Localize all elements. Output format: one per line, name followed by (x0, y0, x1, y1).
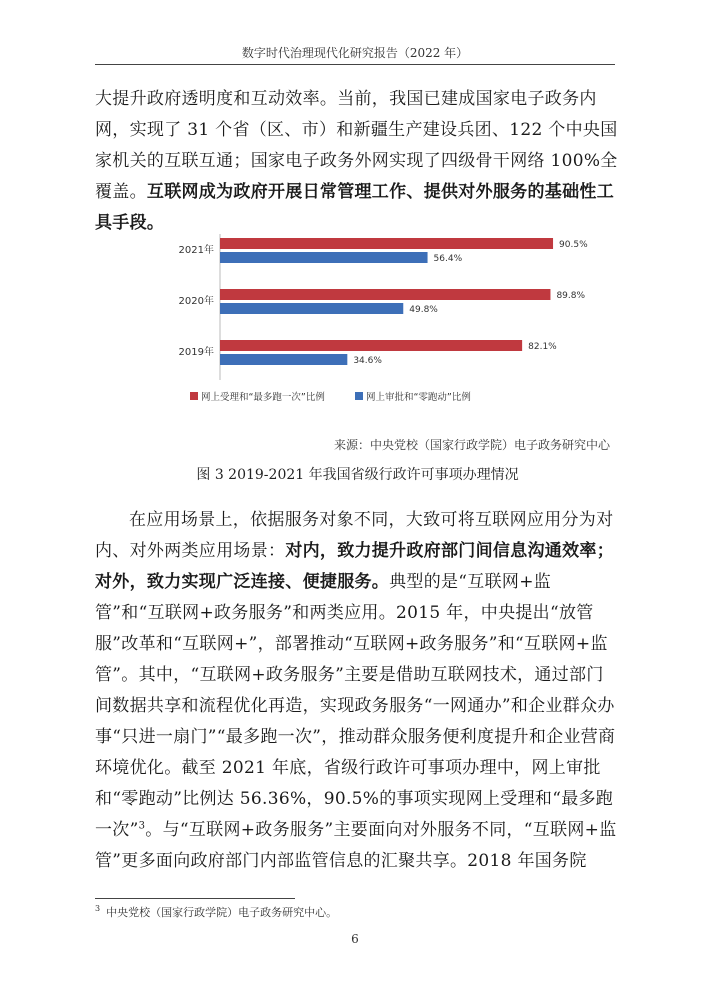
legend-swatch (355, 392, 363, 400)
bar-online-acceptance (220, 340, 522, 351)
paragraph-2-bold: 对内，致力提升政府部门间信息沟通效率；对外，致力实现广泛连接、便捷服务。 (95, 541, 615, 592)
category-label: 2021年 (178, 245, 214, 256)
bar-value-label: 82.1% (528, 342, 557, 352)
footnote-divider (95, 898, 295, 899)
footnote-ref: 3 (138, 820, 146, 832)
bar-online-approval (220, 354, 347, 365)
legend-label: 网上审批和“零跑动”比例 (366, 392, 471, 403)
footnote-text: 中央党校（国家行政学院）电子政务研究中心。 (106, 906, 338, 919)
page-number: 6 (351, 932, 359, 946)
legend-swatch (190, 392, 198, 400)
footnote (95, 904, 337, 920)
bar-value-label: 89.8% (556, 291, 586, 301)
legend-label: 网上受理和“最多跑一次”比例 (201, 392, 325, 403)
page-header: 数字时代治理现代化研究报告（2022 年） (241, 46, 469, 60)
paragraph-2 (95, 505, 620, 877)
bar-online-approval (220, 303, 403, 314)
category-label: 2020年 (178, 296, 214, 307)
header-divider (95, 64, 615, 65)
bar-value-label: 49.8% (409, 305, 438, 315)
bar-value-label: 56.4% (433, 254, 463, 264)
footnote-mark: 3 (95, 904, 101, 914)
bar-online-approval (220, 252, 428, 263)
bar-value-label: 34.6% (353, 356, 382, 366)
bar-online-acceptance (220, 289, 550, 300)
paragraph-1-text: 大提升政府透明度和互动效率。当前，我国已建成国家电子政务内网，实现了 31 个省（区、市）和新疆生产建设兵团、122 个中央国家机关的互联互通；国家电子政务外网实现了四级骨干网络 100%全覆盖。 (95, 89, 618, 202)
bar-chart (160, 230, 588, 420)
figure-caption: 图 3 2019-2021 年我国省级行政许可事项办理情况 (196, 467, 519, 483)
paragraph-1 (95, 84, 620, 239)
figure-source: 来源：中央党校（国家行政学院）电子政务研究中心 (333, 438, 610, 452)
category-label: 2019年 (178, 347, 214, 358)
paragraph-1-bold: 互联网成为政府开展日常管理工作、提供对外服务的基础性工具手段。 (95, 182, 615, 233)
paragraph-2-text: 在应用场景上，依据服务对象不同，大致可将互联网应用分为对内、对外两类应用场景： (95, 510, 614, 561)
bar-online-acceptance (220, 238, 553, 249)
paragraph-2-text-end: 。与“互联网+政务服务”主要面向对外服务不同，“互联网+监管”更多面向政府部门内部监管信息的汇聚共享。2018 年国务院 (95, 820, 617, 871)
bar-value-label: 90.5% (559, 240, 588, 250)
paragraph-2-text-cont: 典型的是“互联网+监管”和“互联网+政务服务”和两类应用。2015 年，中央提出“放管服”改革和“互联网+”，部署推动“互联网+政务服务”和“互联网+监管”。其中，“互联网+政务服务”主要是借助互联网技术，通过部门间数据共享和流程优化再造，实现政务服务“一网通办”和企业群众办事“只进一扇门”“最多跑一次”，推动群众服务便利度提升和企业营商环境优化。截至 2021 年底，省级行政许可事项办理中，网上审批和“零跑动”比例达 56.36%，90.5%的事项实现网上受理和“最多跑一次” (95, 572, 616, 840)
